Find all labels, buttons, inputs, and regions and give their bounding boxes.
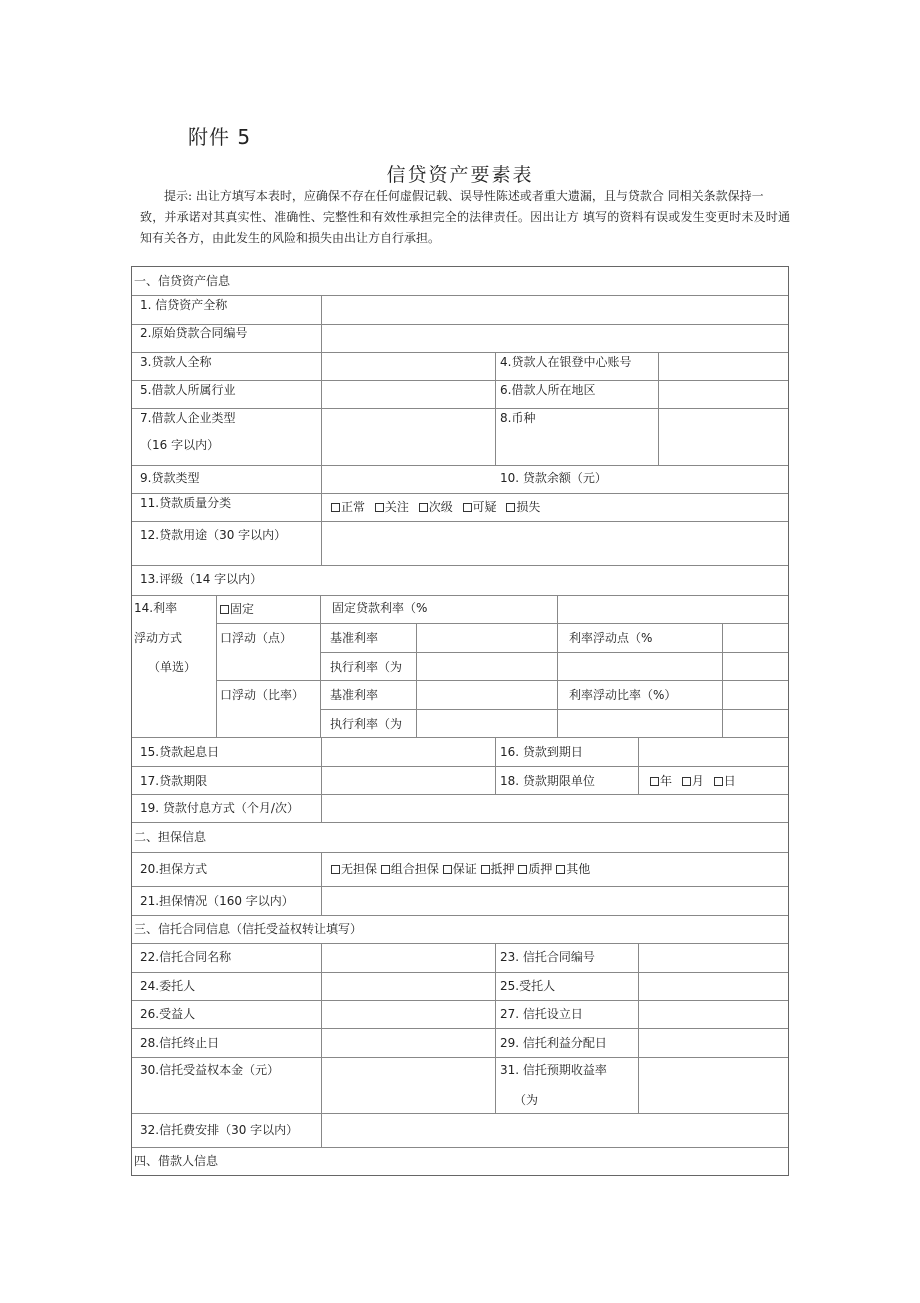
checkbox-icon [463, 503, 472, 512]
quality-option[interactable]: 正常 [331, 500, 365, 514]
section-4-heading: 四、借款人信息 [134, 1154, 219, 1168]
field-13-label: 13.评级（14 字以内） [140, 572, 263, 586]
field-5-label: 5.借款人所属行业 [140, 383, 236, 397]
field-18-label: 18. 贷款期限单位 [500, 774, 595, 788]
exec-rate-label: 执行利率（为 [330, 660, 403, 674]
field-29-label: 29. 信托利益分配日 [500, 1036, 607, 1050]
field-2-label: 2.原始贷款合同编号 [140, 326, 248, 340]
field-21-label: 21.担保情况（160 字以内） [140, 894, 294, 908]
field-4-label: 4.贷款人在银登中心账号 [500, 355, 632, 369]
term-unit-option[interactable]: 日 [714, 774, 736, 788]
field-30-label: 30.信托受益权本金（元） [140, 1063, 280, 1077]
field-19-label: 19. 贷款付息方式（个月/次） [140, 801, 299, 815]
term-unit-option[interactable]: 月 [682, 774, 704, 788]
checkbox-icon [375, 503, 384, 512]
checkbox-icon [419, 503, 428, 512]
checkbox-icon [481, 865, 490, 874]
guarantee-option[interactable]: 无担保 [331, 862, 377, 876]
field-31-label: 31. 信托预期收益率 [500, 1063, 607, 1077]
checkbox-icon [650, 777, 659, 786]
field-14-label: 14.利率 [134, 601, 178, 615]
checkbox-icon [381, 865, 390, 874]
section-2-heading: 二、担保信息 [134, 830, 207, 844]
field-6-label: 6.借款人所在地区 [500, 383, 596, 397]
rate-float-point-option[interactable]: 口浮动（点） [220, 631, 293, 645]
field-17-label: 17.贷款期限 [140, 774, 208, 788]
field-7-note: （16 字以内） [140, 438, 220, 452]
guarantee-option[interactable]: 保证 [443, 862, 477, 876]
field-15-label: 15.贷款起息日 [140, 745, 220, 759]
field-28-label: 28.信托终止日 [140, 1036, 220, 1050]
credit-asset-form [131, 266, 789, 1176]
field-1-label: 1. 信贷资产全称 [140, 298, 228, 312]
quality-options [331, 500, 546, 514]
quality-option[interactable]: 可疑 [463, 500, 497, 514]
checkbox-icon [443, 865, 452, 874]
notice-line-rest: 致，并承诺对其真实性、准确性、完整性和有效性承担完全的法律责任。因出让方 填写的资料有误或发生变更时未及时通知有关各方，由此发生的风险和损失由出让方自行承担。 [140, 210, 790, 245]
attachment-label: 附件 5 [188, 125, 252, 149]
page-title: 信贷资产要素表 [386, 164, 534, 186]
checkbox-icon [220, 605, 229, 614]
checkbox-icon [714, 777, 723, 786]
field-25-label: 25.受托人 [500, 979, 556, 993]
exec-rate-label: 执行利率（为 [330, 717, 403, 731]
field-16-label: 16. 贷款到期日 [500, 745, 583, 759]
field-3-label: 3.贷款人全称 [140, 355, 212, 369]
checkbox-icon [331, 865, 340, 874]
field-24-label: 24.委托人 [140, 979, 196, 993]
field-23-label: 23. 信托合同编号 [500, 950, 595, 964]
guarantee-option[interactable]: 质押 [518, 862, 552, 876]
field-22-label: 22.信托合同名称 [140, 950, 232, 964]
term-unit-options [650, 774, 742, 788]
field-11-label: 11.贷款质量分类 [140, 496, 232, 510]
field-14-sublabel: 浮动方式 [134, 631, 183, 645]
field-14-note: （单选） [148, 660, 197, 674]
notice-line-1: 提示: 出让方填写本表时，应确保不存在任何虚假记载、误导性陈述或者重大遗漏，且与贷款合 同相关条款保持一 [164, 189, 764, 203]
base-rate-label: 基准利率 [330, 631, 379, 645]
field-10-label: 10. 贷款余额（元） [500, 471, 607, 485]
quality-option[interactable]: 损失 [506, 500, 540, 514]
field-8-label: 8.币种 [500, 411, 536, 425]
notice-text [140, 186, 790, 249]
term-unit-option[interactable]: 年 [650, 774, 672, 788]
quality-option[interactable]: 次级 [419, 500, 453, 514]
rate-fixed-option[interactable]: 固定 [220, 602, 254, 616]
field-27-label: 27. 信托设立日 [500, 1007, 583, 1021]
float-ratio-label: 利率浮动比率（%） [569, 688, 677, 702]
fixed-rate-label: 固定贷款利率（% [332, 601, 428, 615]
guarantee-options [331, 862, 590, 876]
checkbox-icon [556, 865, 565, 874]
section-1-heading: 一、信贷资产信息 [134, 274, 231, 288]
field-12-label: 12.贷款用途（30 字以内） [140, 528, 287, 542]
float-point-label: 利率浮动点（% [569, 631, 653, 645]
checkbox-icon [331, 503, 340, 512]
checkbox-icon [682, 777, 691, 786]
field-26-label: 26.受益人 [140, 1007, 196, 1021]
field-9-label: 9.贷款类型 [140, 471, 200, 485]
field-32-label: 32.信托费安排（30 字以内） [140, 1123, 299, 1137]
checkbox-icon [506, 503, 515, 512]
guarantee-option[interactable]: 抵押 [481, 862, 515, 876]
section-3-heading: 三、信托合同信息（信托受益权转让填写） [134, 922, 363, 936]
base-rate-label: 基准利率 [330, 688, 379, 702]
quality-option[interactable]: 关注 [375, 500, 409, 514]
field-7-label: 7.借款人企业类型 [140, 411, 236, 425]
field-31-note: （为 [514, 1093, 539, 1107]
checkbox-icon [518, 865, 527, 874]
field-20-label: 20.担保方式 [140, 862, 208, 876]
rate-float-ratio-option[interactable]: 口浮动（比率） [220, 688, 305, 702]
guarantee-option[interactable]: 其他 [556, 862, 590, 876]
guarantee-option[interactable]: 组合担保 [381, 862, 439, 876]
